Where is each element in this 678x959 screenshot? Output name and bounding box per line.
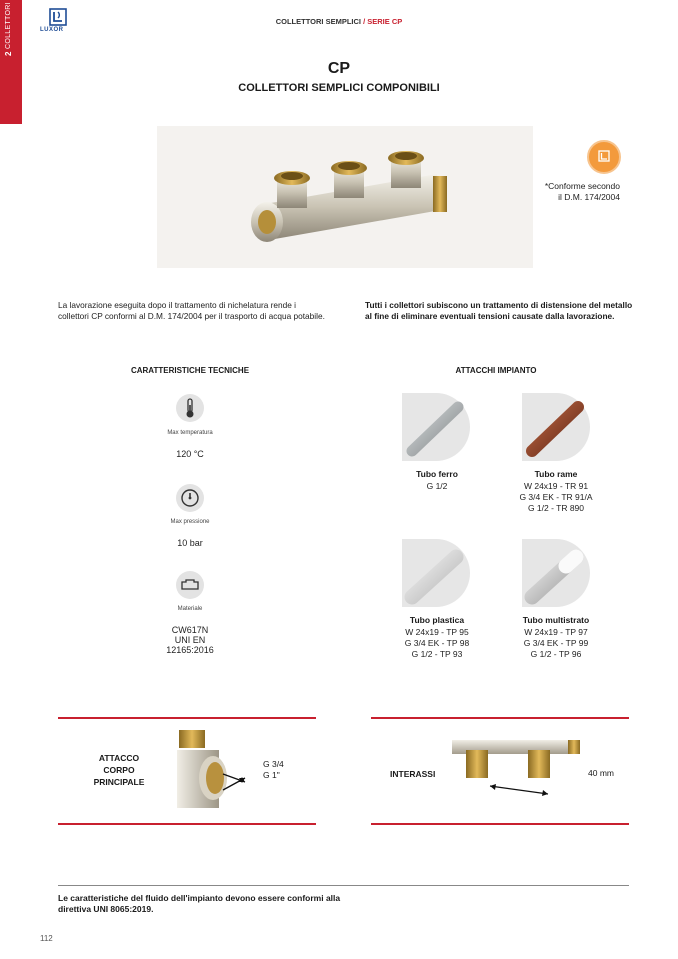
pipe-code: G 1/2 - TR 890 — [527, 503, 585, 513]
conformity-note — [520, 181, 620, 203]
pipe-code: G 1/2 - TP 93 — [411, 649, 463, 659]
pipe-code: G 3/4 EK - TP 98 — [404, 638, 470, 648]
page-number: 112 — [40, 934, 53, 943]
conformity-note-line2: il D.M. 174/2004 — [558, 192, 620, 202]
tech-value-material — [130, 625, 250, 655]
gauge-icon — [176, 484, 204, 512]
pipe-name-ferro: Tubo ferro — [416, 469, 458, 479]
pipe-name-rame: Tubo rame — [534, 469, 578, 479]
footer-rule — [58, 885, 629, 886]
pipe-code: G 1/2 — [426, 481, 448, 491]
pipe-codes-rame — [491, 481, 621, 514]
intro-right-text: Tutti i collettori subiscono un trattamento di distensione del metallo al fine di eliminare eventuali tensioni causate dalla lavorazione. — [365, 300, 633, 321]
breadcrumb-series: SERIE CP — [367, 17, 403, 26]
attacco-image — [177, 730, 257, 810]
thermometer-icon — [176, 394, 204, 422]
pipe-code: G 1/2 - TP 96 — [530, 649, 582, 659]
attacco-top-rule — [58, 717, 316, 719]
breadcrumb-section: COLLETTORI SEMPLICI — [275, 17, 361, 26]
tech-label-material: Materiale — [177, 606, 203, 612]
attacco-bottom-rule — [58, 823, 316, 825]
interassi-bottom-rule — [371, 823, 629, 825]
chapter-label: COLLETTORI — [5, 2, 12, 49]
attacco-values — [263, 759, 284, 781]
fittings-heading: ATTACCHI IMPIANTO — [455, 366, 537, 375]
pipe-name-plastica: Tubo plastica — [409, 615, 465, 625]
pipe-code: W 24x19 - TP 95 — [405, 627, 469, 637]
pipe-code: W 24x19 - TP 97 — [524, 627, 588, 637]
page-title: CP — [327, 60, 351, 77]
material-icon — [176, 571, 204, 599]
conformity-note-line1: *Conforme secondo — [544, 181, 620, 191]
attacco-label-line: ATTACCO — [98, 753, 140, 763]
chapter-number: 2 — [4, 51, 13, 56]
breadcrumb — [0, 17, 678, 26]
attacco-value: G 3/4 — [263, 759, 284, 769]
material-line: 12165:2016 — [166, 645, 214, 655]
pipe-codes-ferro — [372, 481, 502, 492]
pipe-image-rame — [522, 393, 590, 461]
pipe-image-plastica — [402, 539, 470, 607]
tech-value-pressure: 10 bar — [177, 538, 203, 548]
attacco-value: G 1" — [263, 770, 280, 780]
page-subtitle: COLLETTORI SEMPLICI COMPONIBILI — [238, 82, 440, 94]
manifold-picture — [157, 126, 533, 268]
pipe-code: G 3/4 EK - TR 91/A — [519, 492, 593, 502]
interassi-value: 40 mm — [588, 768, 614, 778]
chapter-tab-text — [4, 2, 13, 56]
footer-note: Le caratteristiche del fluido dell'impianto devono essere conformi alla direttiva UNI 8065:2019. — [58, 893, 341, 914]
pipe-name-multistrato: Tubo multistrato — [522, 615, 590, 625]
interassi-label: INTERASSI — [390, 769, 436, 779]
pipe-image-multistrato — [522, 539, 590, 607]
attacco-label-line: PRINCIPALE — [93, 777, 145, 787]
conformity-badge-icon — [587, 140, 621, 174]
pipe-codes-multistrato — [491, 627, 621, 660]
interassi-image — [452, 740, 580, 798]
material-line: UNI EN — [174, 635, 206, 645]
attacco-label — [80, 752, 158, 788]
pipe-code: G 3/4 EK - TP 99 — [523, 638, 589, 648]
pipe-code: W 24x19 - TR 91 — [523, 481, 589, 491]
product-image — [157, 126, 533, 268]
breadcrumb-separator: / — [363, 17, 366, 26]
brand-name: LUXOR — [40, 27, 64, 33]
pipe-image-ferro — [402, 393, 470, 461]
tech-value-temperature: 120 °C — [176, 449, 204, 459]
interassi-top-rule — [371, 717, 629, 719]
pipe-codes-plastica — [372, 627, 502, 660]
material-line: CW617N — [171, 625, 209, 635]
intro-left-text: La lavorazione eseguita dopo il trattamento di nichelatura rende i collettori CP conformi al D.M. 174/2004 per il trasporto di acqua potabile. — [58, 300, 325, 321]
tech-label-pressure: Max pressione — [170, 519, 210, 525]
tech-heading: CARATTERISTICHE TECNICHE — [130, 366, 250, 375]
attacco-label-line: CORPO — [103, 765, 135, 775]
tech-label-temperature: Max temperatura — [167, 430, 213, 436]
